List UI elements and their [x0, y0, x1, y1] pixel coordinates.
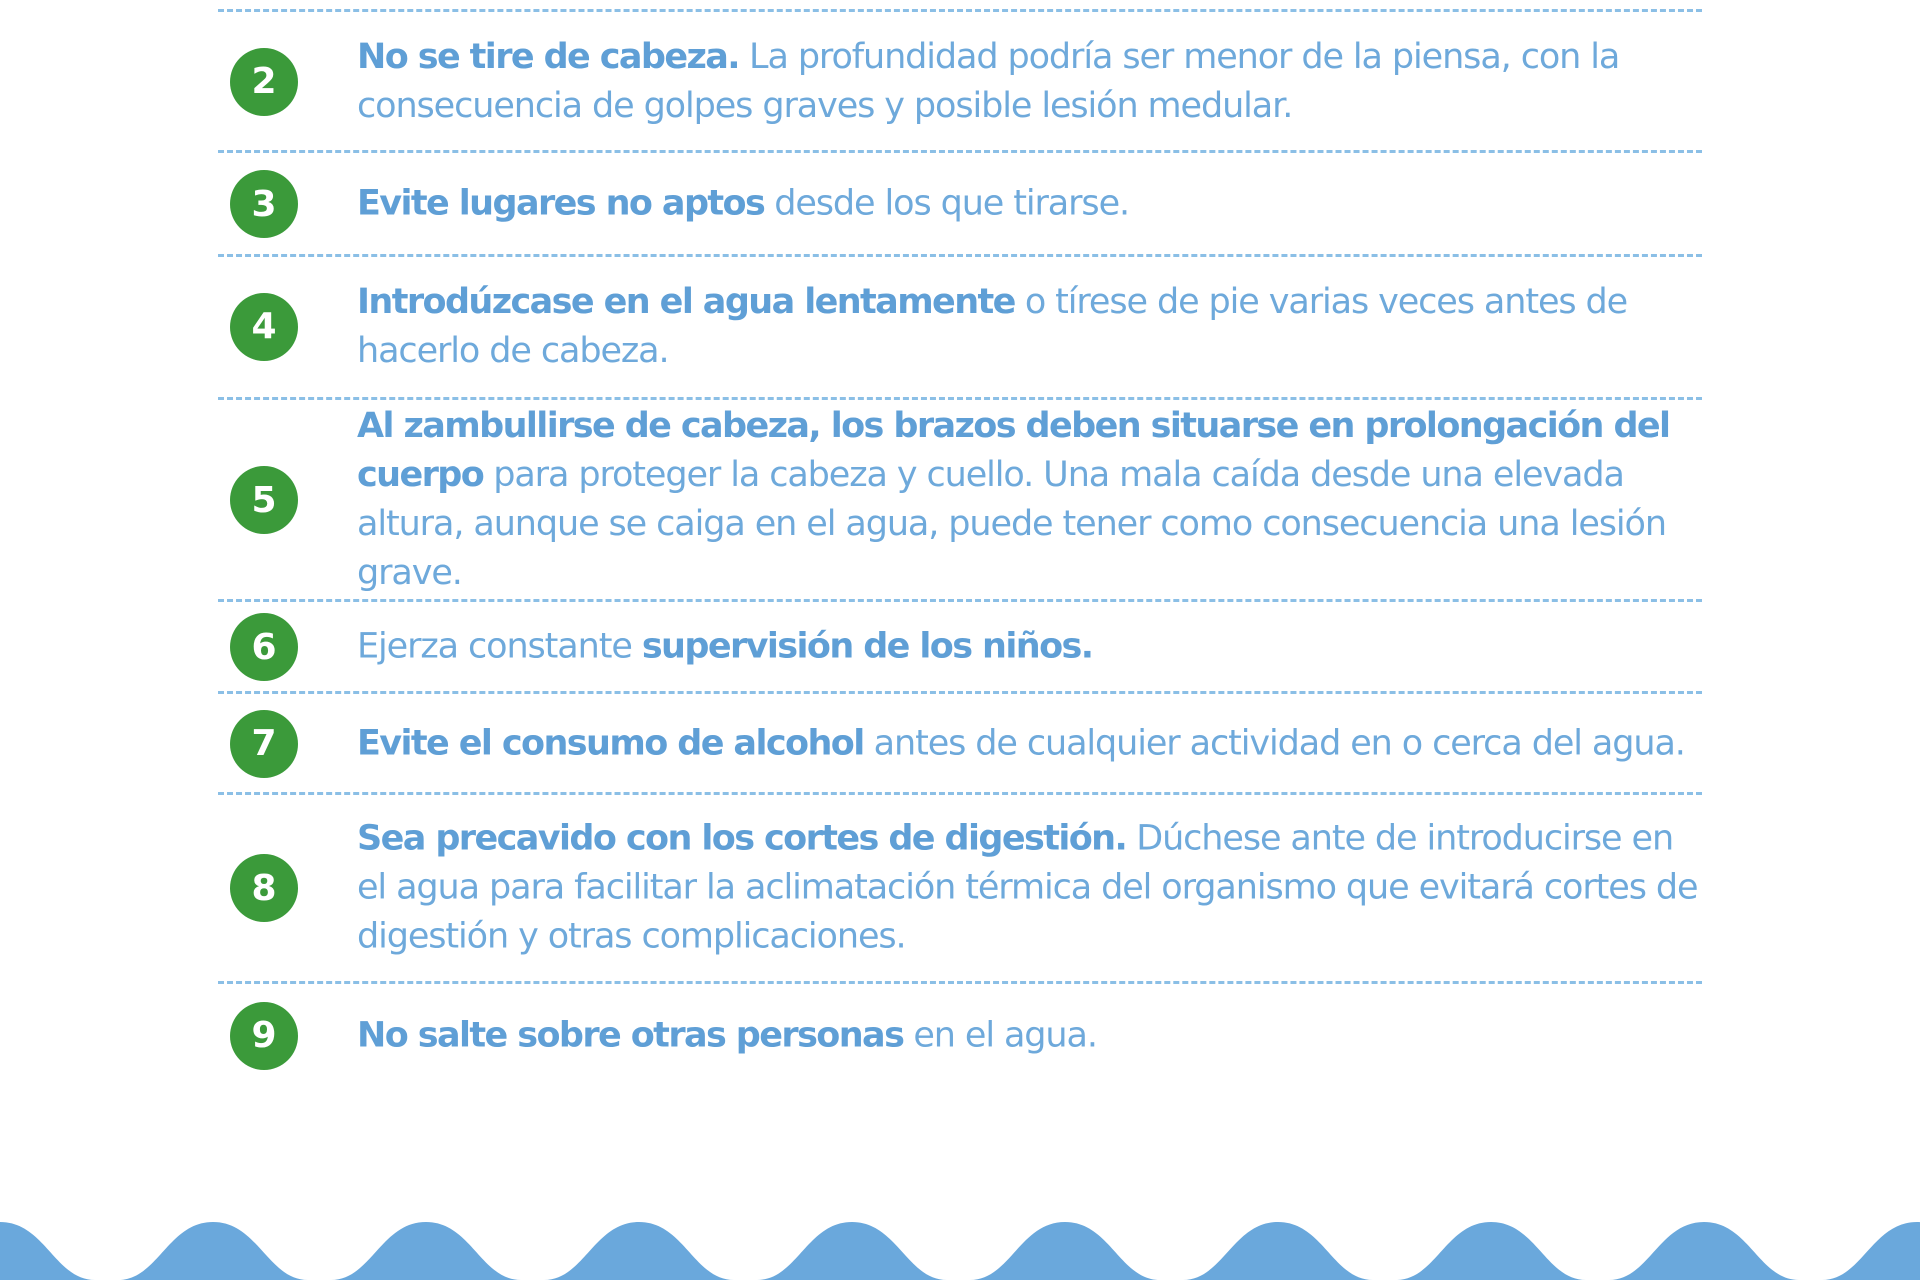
item-text-rest: en el agua. [903, 1015, 1097, 1055]
list-item [218, 12, 1702, 151]
list-item [218, 257, 1702, 396]
number-badge: 7 [230, 710, 298, 778]
item-text [357, 623, 1702, 672]
list-item [218, 795, 1702, 981]
number-badge: 5 [230, 466, 298, 534]
item-text [357, 180, 1702, 229]
item-text-bold: No salte sobre otras personas [357, 1015, 904, 1055]
item-text [357, 719, 1702, 768]
item-text [357, 815, 1702, 962]
number-badge: 8 [230, 854, 298, 922]
item-text-rest: Dúchese ante de introducirse en el agua para facilitar la aclimatación térmica del organismo que evitará cortes de digestión y otras complicaciones. [357, 818, 1698, 957]
item-text-rest: La profundidad podría ser menor de la piensa, con la consecuencia de golpes graves y posible lesión medular. [357, 36, 1620, 126]
list-item [218, 400, 1702, 600]
item-text-rest: desde los que tirarse. [764, 183, 1130, 224]
number-badge: 9 [230, 1002, 298, 1070]
item-text [357, 402, 1702, 598]
item-text-bold: Introdúzcase en el agua lentamente [357, 281, 1015, 322]
list-item [218, 694, 1702, 793]
item-text [357, 33, 1702, 131]
item-text-rest: para proteger la cabeza y cuello. Una mala caída desde una elevada altura, aunque se caiga en el agua, puede tener como consecuencia una lesión grave. [357, 455, 1666, 593]
list-item [218, 602, 1702, 692]
list-item [218, 153, 1702, 255]
item-text-bold: Evite lugares no aptos [357, 183, 765, 224]
item-text-rest: o tírese de pie varias veces antes de hacerlo de cabeza. [357, 281, 1628, 371]
item-text-bold: Al zambullirse de cabeza, los brazos deben situarse en prolongación del cuerpo [357, 406, 1670, 495]
number-badge: 4 [230, 293, 298, 361]
item-text-lead: Ejerza constante [357, 626, 642, 667]
item-text-rest: antes de cualquier actividad en o cerca del agua. [863, 723, 1685, 763]
item-text-bold: Evite el consumo de alcohol [357, 723, 864, 763]
number-badge: 6 [230, 613, 298, 681]
wave-decoration [0, 1210, 1920, 1280]
item-text-bold: Sea precavido con los cortes de digestión. [357, 818, 1127, 859]
number-badge: 2 [230, 48, 298, 116]
item-text-bold: supervisión de los niños. [641, 626, 1093, 667]
wave-shape [0, 1222, 1920, 1280]
item-text [357, 1011, 1702, 1060]
item-text-bold: No se tire de cabeza. [357, 36, 740, 77]
number-badge: 3 [230, 170, 298, 238]
item-text [357, 278, 1702, 376]
list-item [218, 984, 1702, 1087]
